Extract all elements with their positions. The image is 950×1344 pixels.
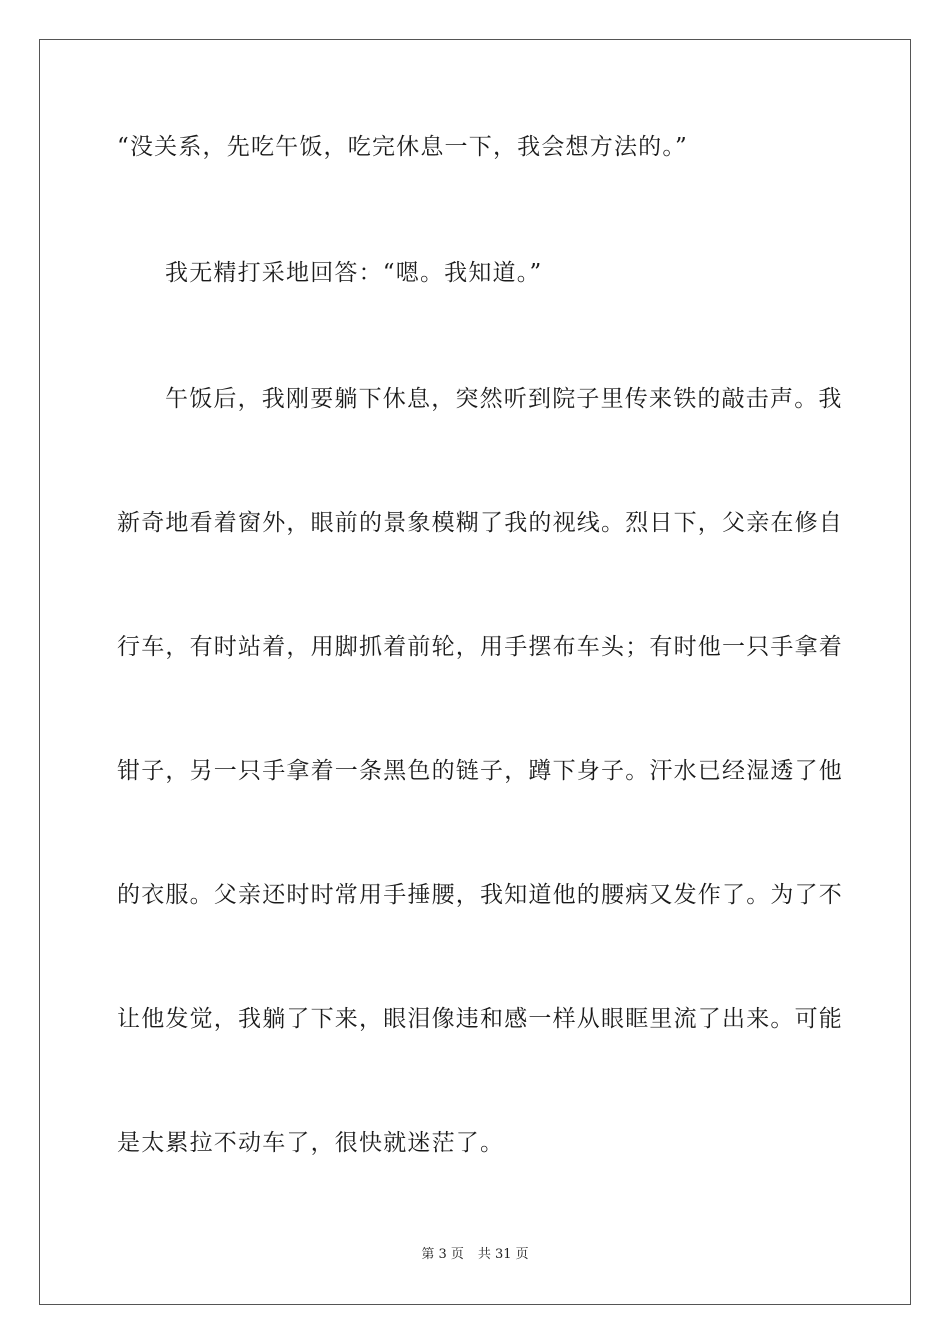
paragraph-line-2: 我无精打采地回答：“嗯。我知道。” (165, 260, 543, 286)
paragraph-line-4: 新奇地看着窗外，眼前的景象模糊了我的视线。烈日下，父亲在修自 (117, 510, 843, 536)
paragraph-line-9: 是太累拉不动车了，很快就迷茫了。 (117, 1130, 505, 1156)
page-border (39, 39, 911, 1305)
page-total: 共 31 页 (477, 1247, 529, 1262)
paragraph-line-8: 让他发觉，我躺了下来，眼泪像违和感一样从眼眶里流了出来。可能 (117, 1006, 843, 1032)
paragraph-line-5: 行车，有时站着，用脚抓着前轮，用手摆布车头；有时他一只手拿着 (117, 634, 843, 660)
page-footer (0, 1246, 950, 1264)
paragraph-line-7: 的衣服。父亲还时时常用手捶腰，我知道他的腰病又发作了。为了不 (117, 882, 843, 908)
page-number: 第 3 页 (421, 1247, 464, 1262)
paragraph-line-6: 钳子，另一只手拿着一条黑色的链子，蹲下身子。汗水已经湿透了他 (117, 758, 843, 784)
paragraph-line-1: “没关系，先吃午饭，吃完休息一下，我会想方法的。” (117, 134, 689, 160)
paragraph-line-3: 午饭后，我刚要躺下休息，突然听到院子里传来铁的敲击声。我 (165, 386, 843, 412)
